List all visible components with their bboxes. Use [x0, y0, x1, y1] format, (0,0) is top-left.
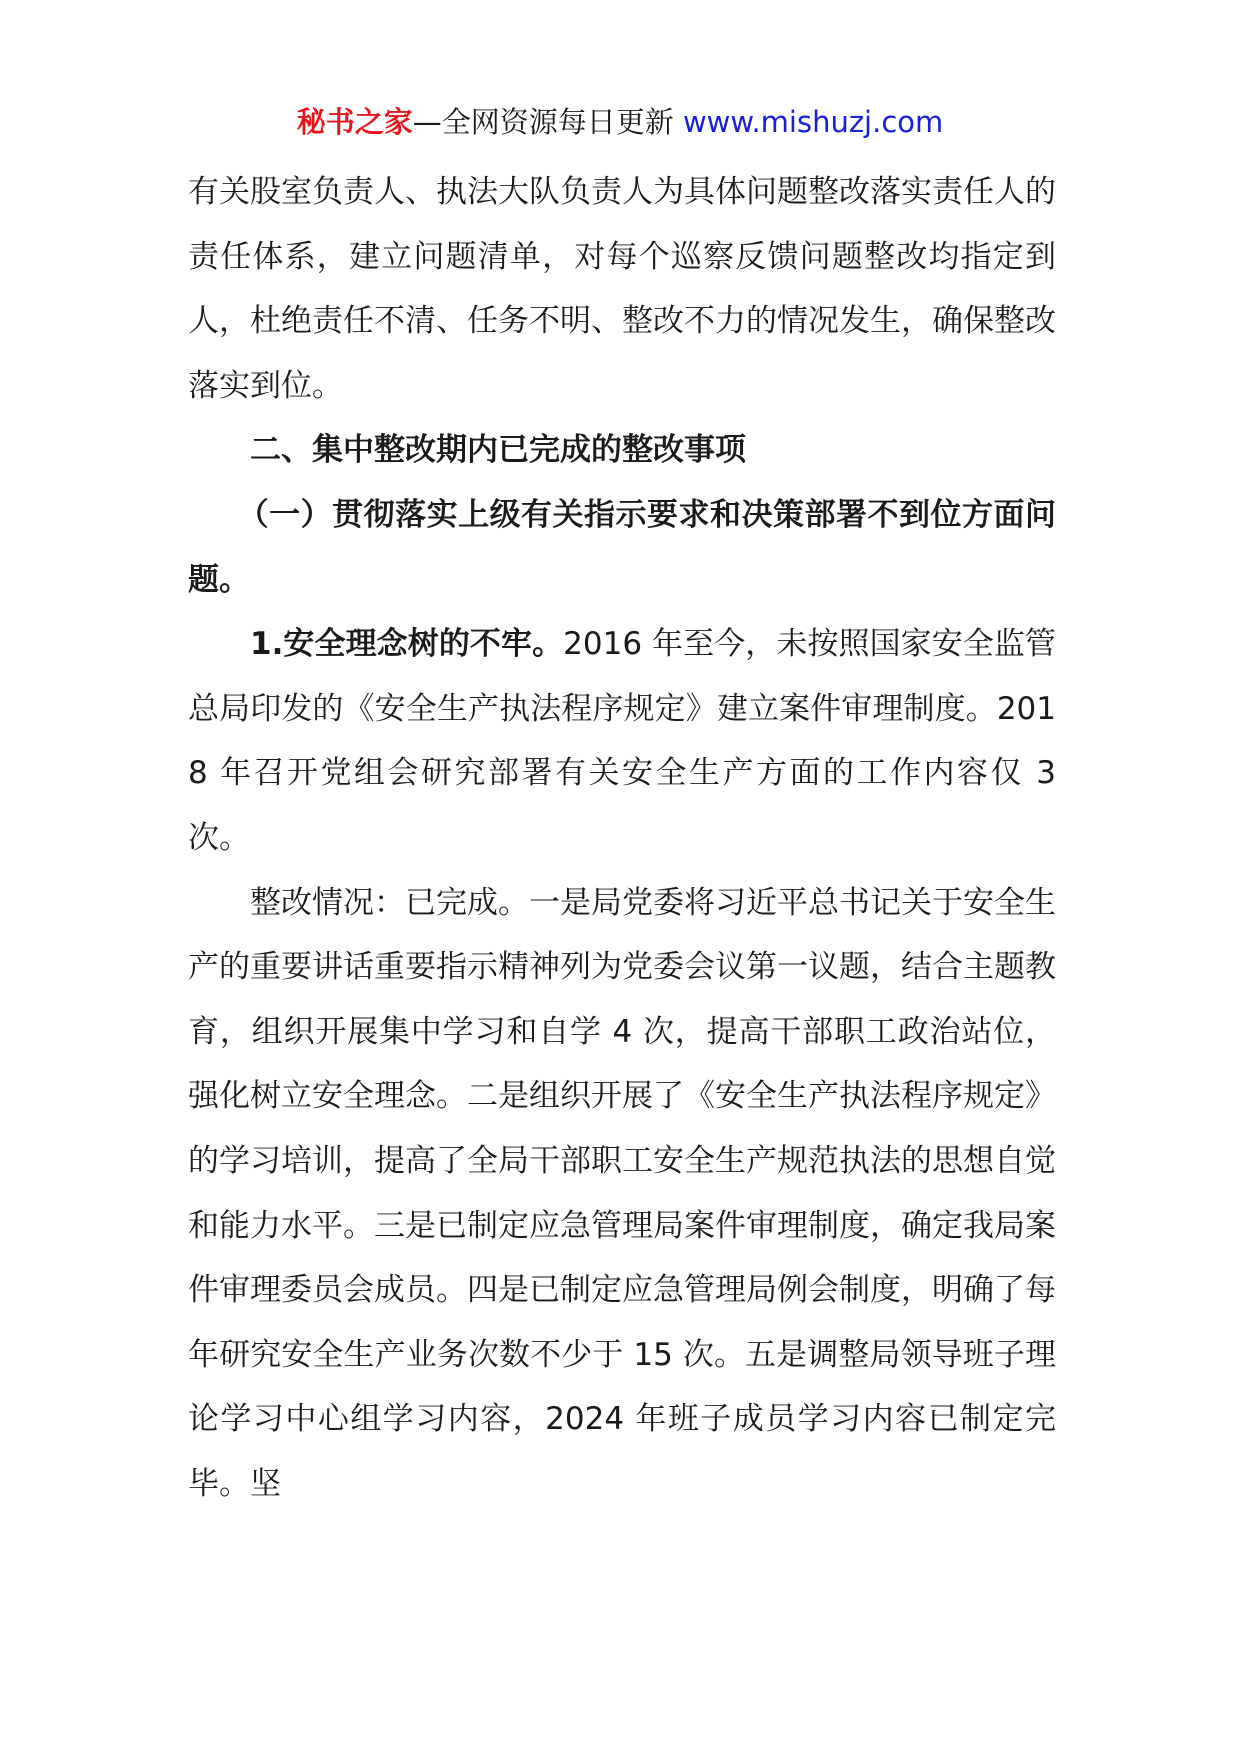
site-url: www.mishuzj.com [682, 105, 944, 139]
problem-item-title: 1.安全理念树的不牢。 [250, 626, 564, 663]
paragraph-continuation: 有关股室负责人、执法大队负责人为具体问题整改落实责任人的责任体系，建立问题清单，对每个巡察反馈问题整改均指定到人，杜绝责任不清、任务不明、整改不力的情况发生，确保整改落实到位。 [188, 174, 1056, 404]
header-tagline: —全网资源每日更新 [412, 105, 683, 139]
problem-item [188, 612, 1056, 870]
section-heading: 二、集中整改期内已完成的整改事项 [250, 432, 746, 469]
document-body [188, 160, 1056, 1516]
rectification-paragraph: 整改情况：已完成。一是局党委将习近平总书记关于安全生产的重要讲话重要指示精神列为党委会议第一议题，结合主题教育，组织开展集中学习和自学 4 次，提高干部职工政治站位，强化树立安全理念。二是组织开展了《安全生产执法程序规定》的学习培训，提高了全局干部职工安全生产规范执法的思想自觉和能力水平。三是已制定应急管理局案件审理制度，确定我局案件审理委员会成员。四是已制定应急管理局例会制度，明确了每年研究安全生产业务次数不少于 15 次。五是调整局领导班子理论学习中心组学习内容，2024 年班子成员学习内容已制定完毕。坚 [188, 884, 1056, 1502]
problem-item-body: 2016 年至今，未按照国家安全监管总局印发的《安全生产执法程序规定》建立案件审理制度。2018 年召开党组会研究部署有关安全生产方面的工作内容仅 3 次。 [188, 626, 1056, 856]
subsection-heading: （一）贯彻落实上级有关指示要求和决策部署不到位方面问题。 [188, 496, 1056, 598]
watermark-header [0, 100, 1240, 144]
brand-name: 秘书之家 [296, 105, 413, 139]
